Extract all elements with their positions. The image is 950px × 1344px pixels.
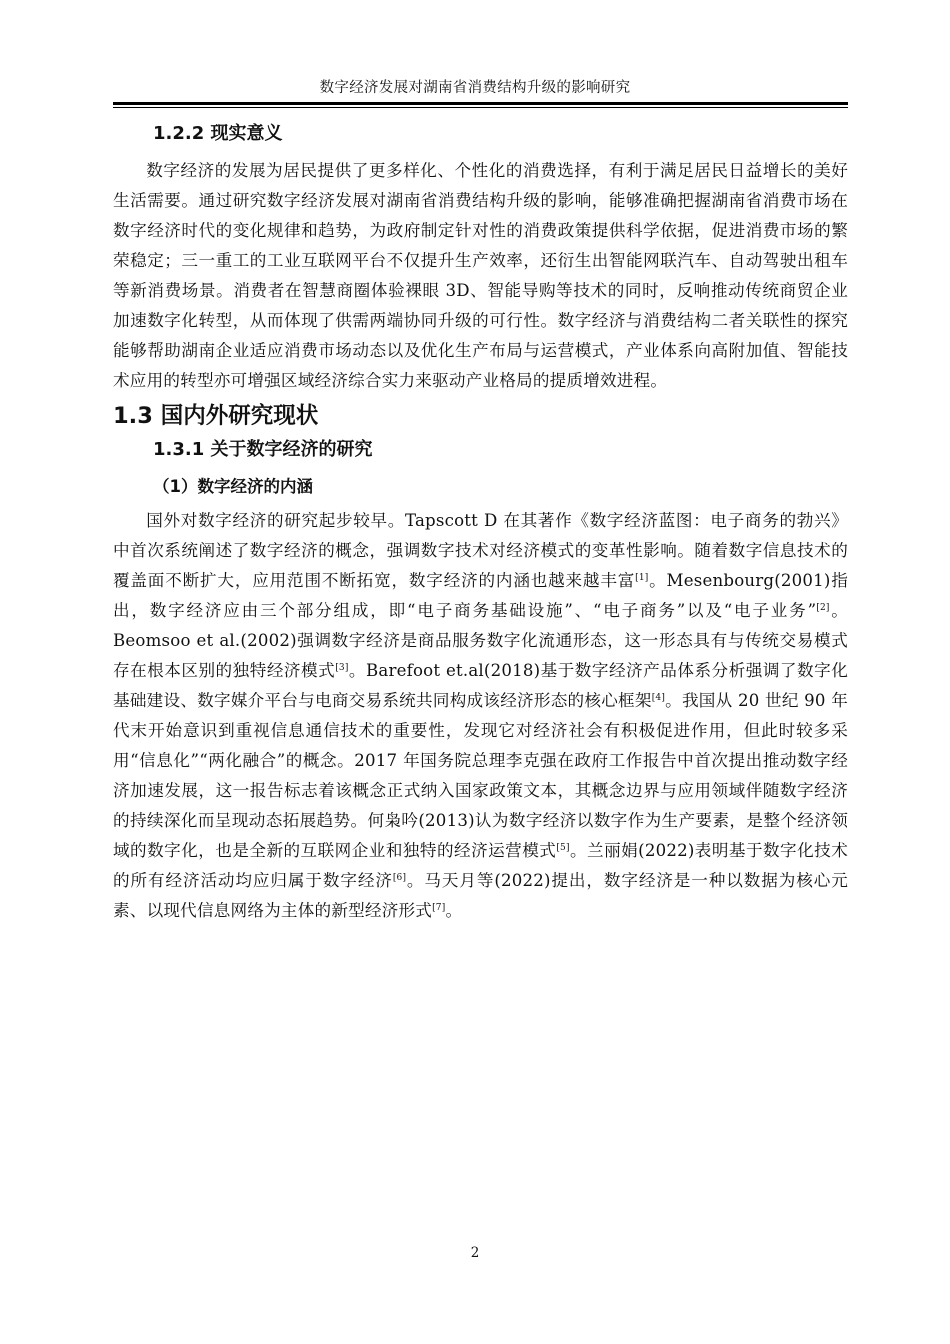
citation-4: [4] [651,693,666,703]
text-segment: 。Barefoot et.al(2018)基于数字经济产品体系分析强调了数字化基础建设、数字媒介平台与电商交易系统共同构成该经济形态的核心框架 [113,661,848,710]
citation-1: [1] [635,573,649,583]
text-segment: 。 [445,901,463,920]
text-segment: 。兰丽娟(2022)表明基于数字化技术的所有经济活动均应归属于数字经济 [113,841,849,890]
header-rule-thick [113,102,848,105]
page-number: 2 [470,1245,480,1261]
text-segment: 。我国从 20 世纪 90 年代末开始意识到重视信息通信技术的重要性，发现它对经济社会有积极促进作用，但此时较多采用“信息化”“两化融合”的概念。2017 年国务院总理李克强在政府工作报告中首次提出推动数字经济加速发展，这一报告标志着该概念正式纳入国家政策文本，其概念边界与应用领域伴随数字经济的持续深化而呈现动态拓展趋势。何枭吟(2013)认为数字经济以数字作为生产要素，是整个经济领域的数字化，也是全新的互联网企业和独特的经济运营模式 [113,691,848,860]
subsection-heading-connotation: （1）数字经济的内涵 [153,477,313,496]
page-body [113,112,848,926]
citation-2: [2] [816,603,830,613]
header-rule-thin [113,107,848,108]
text-segment: 国外对数字经济的研究起步较早。Tapscott D 在其著作《数字经济蓝图：电子商务的勃兴》中首次系统阐述了数字经济的概念，强调数字技术对经济模式的变革性影响。随着数字信息技术的覆盖面不断扩大，应用范围不断拓宽，数字经济的内涵也越来越丰富 [113,511,848,590]
paragraph-practical-significance: 数字经济的发展为居民提供了更多样化、个性化的消费选择，有利于满足居民日益增长的美好生活需要。通过研究数字经济发展对湖南省消费结构升级的影响，能够准确把握湖南省消费市场在数字经济时代的变化规律和趋势，为政府制定针对性的消费政策提供科学依据，促进消费市场的繁荣稳定；三一重工的工业互联网平台不仅提升生产效率，还衍生出智能网联汽车、自动驾驶出租车等新消费场景。消费者在智慧商圈体验裸眼 3D、智能导购等技术的同时，反响推动传统商贸企业加速数字化转型，从而体现了供需两端协同升级的可行性。数字经济与消费结构二者关联性的探究能够帮助湖南企业适应消费市场动态以及优化生产布局与运营模式，产业体系向高附加值、智能技术应用的转型亦可增强区域经济综合实力来驱动产业格局的提质增效进程。 [113,161,848,390]
text-segment: 。马天月等(2022)提出，数字经济是一种以数据为核心元素、以现代信息网络为主体的新型经济形式 [113,871,849,920]
citation-6: [6] [392,873,407,883]
paragraph-digital-economy-connotation [113,506,848,926]
text-segment: 。Mesenbourg(2001)指出，数字经济应由三个部分组成，即“电子商务基础设施”、“电子商务”以及“电子业务” [113,571,849,620]
citation-3: [3] [335,663,349,673]
citation-7: [7] [432,903,446,913]
section-heading-1-3-1: 1.3.1 关于数字经济的研究 [153,439,373,460]
citation-5: [5] [556,843,570,853]
text-segment: 。Beomsoo et al.(2002)强调数字经济是商品服务数字化流通形态，这一形态具有与传统交易模式存在根本区别的独特经济模式 [113,601,848,680]
running-header: 数字经济发展对湖南省消费结构升级的影响研究 [319,80,631,96]
section-heading-1-3: 1.3 国内外研究现状 [113,403,319,429]
section-heading-1-2-2: 1.2.2 现实意义 [153,123,283,144]
